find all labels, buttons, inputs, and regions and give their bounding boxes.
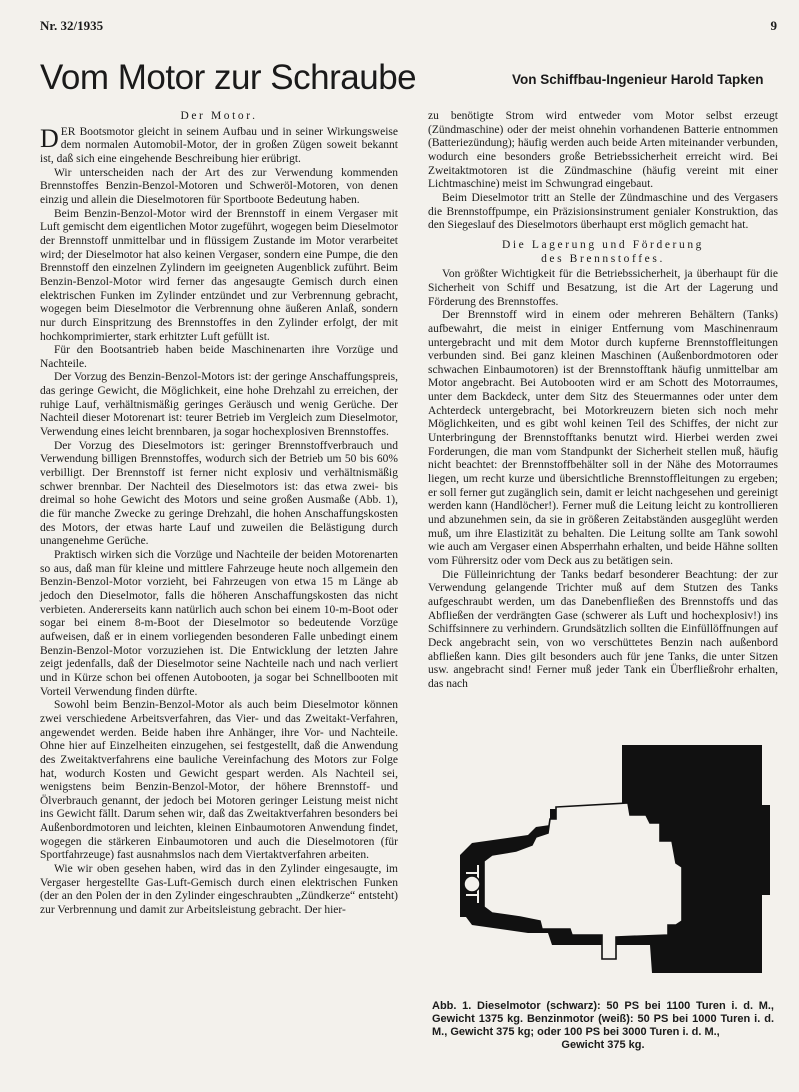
paragraph: zu benötigte Strom wird entweder vom Motor selbst erzeugt (Zündmaschine) oder der meist ohnehin vorhandenen Batterie entnommen (Batteriezündung); häufig werden auch beide Arten miteinander verbunden, wodurch eine besonders große Betriebssicherheit erreicht wird. Bei Zweitaktmotoren ist die Zündmaschine (häufig vereint mit einer Lichtmaschine) meist im Schwungrad eingebaut. (428, 110, 778, 191)
engine-silhouette-drawing (432, 745, 772, 977)
right-column (428, 110, 778, 692)
section-heading-fuel-line1: Die Lagerung und Förderung (501, 238, 705, 251)
paragraph-text: ER Bootsmotor gleicht in seinem Aufbau und in seiner Wirkungsweise dem normalen Automobil-Motor, der in großen Zügen soweit bekannt ist, daß sich eine eingehende Beschreibung hier erübrigt. (40, 125, 398, 165)
paragraph: Beim Benzin-Benzol-Motor wird der Brennstoff in einem Vergaser mit Luft gemischt dem eigentlichen Motor zugeführt, wogegen beim Dieselmotor der Brennstoff unmittelbar und in flüssigem Zustande im Motor verarbeitet wird; der Dieselmotor hat also keinen Vergaser, sondern eine Pumpe, die den Brennstoff den einzelnen Zylindern im geeigneten Augenblick zuführt. Beim Benzin-Benzol-Motor wird ferner das angesaugte Gemisch durch einen elektrischen Funken im Zylinder entzündet und zur Verbrennung gebracht, wogegen beim Dieselmotor die Verbrennung ohne äußeren Anlaß, sondern nur durch Einspritzung des Brennstoffes in den Zylinder erfolgt, der mit hochkomprimierter, stark erhitzter Luft gefüllt ist. (40, 207, 398, 343)
engine-comparison-figure (432, 745, 772, 977)
figure-caption (432, 1000, 774, 1052)
benzin-engine-silhouette (484, 803, 682, 959)
section-heading-motor: Der Motor. (180, 110, 258, 122)
article-byline: Von Schiffbau-Ingenieur Harold Tapken (512, 72, 764, 87)
paragraph: Beim Dieselmotor tritt an Stelle der Zündmaschine und des Vergasers die Brennstoffpumpe, ein Präzisionsinstrument genialer Konstruktion, das den Siegeslauf des Dieselmotors überhaupt erst möglich gemacht hat. (428, 191, 778, 232)
left-column (40, 110, 398, 918)
paragraph: Wir unterscheiden nach der Art des zur Verwendung kommenden Brennstoffes Benzin-Benzol-Motoren und Schweröl-Motoren, von denen einzig und allein die Dieselmotoren für Sportboote Bedeutung haben. (40, 166, 398, 206)
paragraph: Von größter Wichtigkeit für die Betriebssicherheit, ja überhaupt für die Sicherheit von Schiff und Besatzung, ist die Art der Lagerung und Förderung des Brennstoffes. (428, 268, 778, 308)
paragraph: Der Brennstoff wird in einem oder mehreren Behältern (Tanks) aufbewahrt, die meist in einiger Entfernung vom Maschinenraum untergebracht und mit dem Motor durch kupferne Brennstoffleitungen verbunden sind. Bei ganz kleinen Maschinen (Außenbordmotoren oder schwachen Einbaumotoren) ist der Brennstofftank häufig unmittelbar am Motor angebracht. Bei Autobooten wird er am Schott des Motorraumes, unter dem Backdeck, unter dem Sitz des Steuermannes oder unter dem Achterdeck untergebracht, bei Motorkreuzern bieten sich noch mehr Möglichkeiten, und es gibt wohl keinen Teil des Schiffes, der nicht zur Unterbringung der Brennstofftanks benutzt wird. Hierbei werden zwei Forderungen, die man vom Standpunkt der Sicherheit stellen muß, häufig nicht beachtet: der Brennstoffbehälter soll in der Nähe des Motorraumes liegen, um recht kurze und übersichtliche Brennstoffleitungen zu ergeben; er soll ferner gut zugänglich sein, damit er leicht nachgesehen und gereinigt werden kann (Handlöcher!). Ferner muß die Leitung leicht zu kontrollieren und abzunehmen sein, da sie in größeren Zeitabständen ausgeglüht werden muß, um ihre Elastizität zu behalten. Die Leitung sollte am Tank sowohl wie auch am Vergaser einen Absperrhahn erhalten, und beide Hähne sollten vom Führersitz oder vom Deck aus zu betätigen sein. (428, 309, 778, 567)
paragraph: Wie wir oben gesehen haben, wird das in den Zylinder eingesaugte, im Vergaser hergestellte Gas-Luft-Gemisch durch einen elektrischen Funken (der an den Polen der in den Zylinder eingeschraubten „Zündkerze“ entsteht) zur Verbrennung und damit zur Arbeitsleistung gebracht. Der hier- (40, 863, 398, 917)
page-header (40, 18, 777, 38)
paragraph: Für den Bootsantrieb haben beide Maschinenarten ihre Vorzüge und Nachteile. (40, 344, 398, 370)
paragraph (40, 123, 398, 167)
issue-number: Nr. 32/1935 (40, 18, 104, 33)
page-number: 9 (770, 18, 777, 33)
paragraph: Sowohl beim Benzin-Benzol-Motor als auch beim Dieselmotor können zwei verschiedene Arbeitsverfahren, das Vier- und das Zweitakt-Verfahren, angewendet werden. Beide haben ihre Anhänger, ihre Vor- und Nachteile. Ohne hier auf Einzelheiten einzugehen, sei festgestellt, daß die Anwendung des Zweitaktverfahrens eine bauliche Vereinfachung des Motors zur Folge hat, wodurch Kosten und Gewicht gespart werden. Als Nachteil sei, wenigstens beim Benzin-Benzol-Motor, der höhere Brennstoff- und Ölverbrauch genannt, der jedoch bei Motoren geringer Leistung meist nicht ins Gewicht fällt. Darum sehen wir, daß das Zweitaktverfahren besonders bei Außenbordmotoren und leichten, kleinen Einbaumotoren Anwendung findet, wogegen die stärkeren Einbaumotoren und auch die Dieselmotoren (für Sportfahrzeuge) fast ausnahmslos nach dem Viertaktverfahren arbeiten. (40, 699, 398, 862)
figure-caption-last-line: Gewicht 375 kg. (561, 1039, 645, 1051)
figure-caption-main: Abb. 1. Dieselmotor (schwarz): 50 PS bei 1100 Turen i. d. M., Gewicht 1375 kg. Benzinmotor (weiß): 50 PS bei 1000 Turen i. d. M., Gewicht 375 kg; oder 100 PS bei 3000 Turen i. d. M., (432, 1000, 774, 1038)
section-heading-fuel-line2: des Brennstoffes. (541, 252, 665, 265)
paragraph: Die Fülleinrichtung der Tanks bedarf besonderer Beachtung: der zur Verwendung gelangende Trichter muß auf dem Stutzen des Tanks aufgeschraubt werden, um das Danebenfließen des Brennstoffs und das Abfließen der verdrängten Gase (schwerer als Luft und hochexplosiv!) ins Schiffsinnere zu verhindern. Grundsätzlich sollten die Einfüllöffnungen auf Deck angebracht sein, von wo verschüttetes Benzin nach außenbord abfließen kann. Dies gilt besonders auch für jene Tanks, die unter Sitzen usw. angebracht sind! Ferner muß jeder Tank ein Überfließrohr erhalten, das nach (428, 568, 778, 690)
paragraph: Der Vorzug des Benzin-Benzol-Motors ist: der geringe Anschaffungspreis, das geringe Gewicht, die Möglichkeit, eine hohe Drehzahl zu erreichen, der ruhige Lauf, verhältnismäßig geringes Geräusch und wenig Gerüche. Der Nachteil dieser Motorenart ist: teurer Betrieb im Vergleich zum Dieselmotor, Verwendung eines leicht brennbaren, ja sogar hochexplosiven Brennstoffes. (40, 371, 398, 439)
paragraph: Der Vorzug des Dieselmotors ist: geringer Brennstoffverbrauch und Verwendung billigen Brennstoffes, wodurch sich der Betrieb um 50 bis 60% verbilligt. Der Brennstoff ist ferner nicht explosiv und verhältnismäßig schwer brennbar. Der Nachteil des Dieselmotors ist: das etwa zwei- bis dreimal so hohe Gewicht des Motors und seine großen Ausmaße (Abb. 1), die für manche Zwecke zu geringe Drehzahl, die hohen Anschaffungskosten des Motors, der etwas harte Lauf und zuweilen die Belästigung durch unangenehme Gerüche. (40, 439, 398, 548)
drop-cap: D (40, 123, 59, 153)
flywheel-circle (464, 876, 480, 892)
paragraph: Praktisch wirken sich die Vorzüge und Nachteile der beiden Motorenarten so aus, daß man für kleine und mittlere Fahrzeuge heute noch allgemein den Benzin-Benzol-Motor vorzieht, bei Fahrzeugen von etwa 15 m Länge ab jedoch den Dieselmotor, falls die höheren Anschaffungskosten das nicht verbieten. Andererseits kann natürlich auch schon bei einem 10-m-Boot oder sogar bei einem 8-m-Boot der Dieselmotor so bedeutende Vorzüge aufweisen, daß er in einem vorliegenden besonderen Falle unbedingt einem Benzin-Benzol-Motor vorzuziehen ist. Die Entwicklung der letzten Jahre zeigt jedenfalls, daß der Dieselmotor seine Nachteile nach und nach verliert und in Kürze schon bei offenen Autobooten, ja sogar bei Schnellbooten mit Vorteil Verwendung finden dürfte. (40, 549, 398, 698)
article-title: Vom Motor zur Schraube (40, 58, 417, 97)
